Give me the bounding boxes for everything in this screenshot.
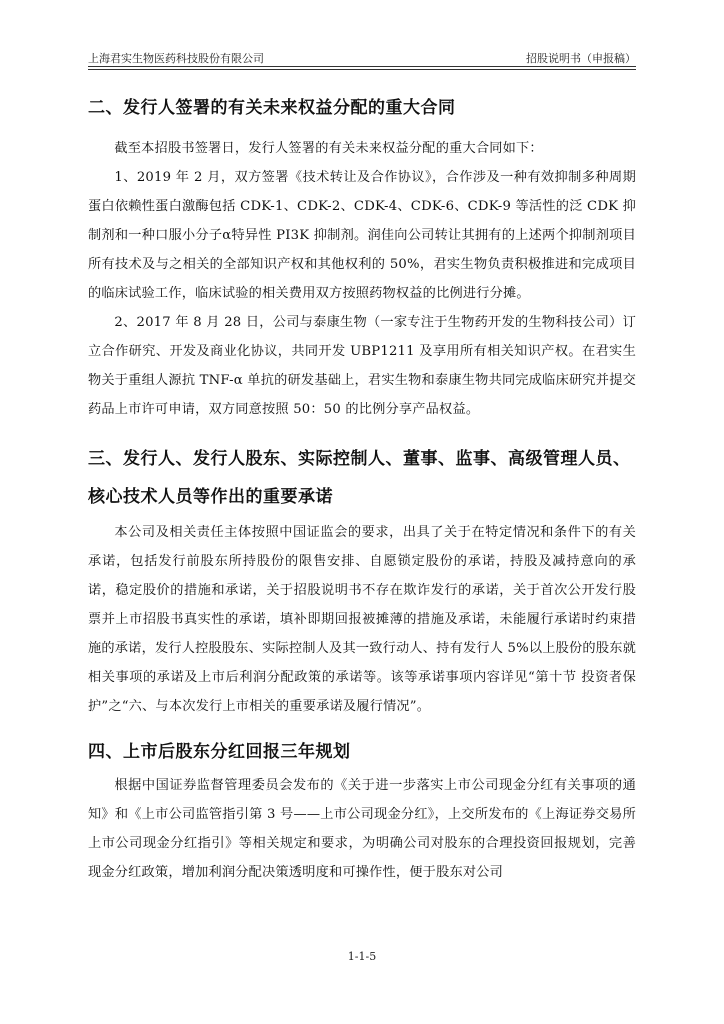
section-4-heading: 四、上市后股东分红回报三年规划 xyxy=(88,742,351,762)
section-3-body: 本公司及相关责任主体按照中国证监会的要求，出具了关于在特定情况和条件下的有关承诺，包括发行前股东所持股份的限售安排、自愿锁定股份的承诺，持股及减持意向的承诺，稳定股价的措施和承诺，关于招股说明书不存在欺诈发行的承诺，关于首次公开发行股票并上市招股书真实性的承诺，填补即期回报被摊薄的措施及承诺，未能履行承诺时约束措施的承诺，发行人控股股东、实际控制人及其一致行动人、持有发行人 5%以上股份的股东就相关事项的承诺及上市后利润分配政策的承诺等。该等承诺事项内容详见“第十节 投资者保护”之“六、与本次发行上市相关的重要承诺及履行情况”。 xyxy=(88,525,636,714)
page-number: 1-1-5 xyxy=(347,950,377,963)
header-rule-thick xyxy=(88,66,636,67)
section-2-item-1: 1、2019 年 2 月，双方签署《技术转让及合作协议》，合作涉及一种有效抑制多种周期蛋白依赖性蛋白激酶包括 CDK-1、CDK-2、CDK-4、CDK-6、CDK-9 等活性的泛 CDK 抑制剂和一种口服小分子α特异性 PI3K 抑制剂。润佳向公司转让其拥有的上述两个抑制剂项目所有技术及与之相关的全部知识产权和其他权利的 50%，君实生物负责积极推进和完成项目的临床试验工作，临床试验的相关费用双方按照药物权益的比例进行分摊。 xyxy=(88,170,636,301)
section-2-item-2: 2、2017 年 8 月 28 日，公司与泰康生物（一家专注于生物药开发的生物科技公司）订立合作研究、开发及商业化协议，共同开发 UBP1211 及享用所有相关知识产权。在君实生物关于重组人源抗 TNF-α 单抗的研发基础上，君实生物和泰康生物共同完成临床研究并提交药品上市许可申请，双方同意按照 50：50 的比例分享产品权益。 xyxy=(88,315,636,417)
document-body xyxy=(88,91,636,887)
section-3-heading: 三、发行人、发行人股东、实际控制人、董事、监事、高级管理人员、核心技术人员等作出的重要承诺 xyxy=(88,449,631,507)
section-4-body: 根据中国证券监督管理委员会发布的《关于进一步落实上市公司现金分红有关事项的通知》和《上市公司监管指引第 3 号——上市公司现金分红》，上交所发布的《上海证券交易所上市公司现金分红指引》等相关规定和要求，为明确公司对股东的合理投资回报规划，完善现金分红政策，增加利润分配决策透明度和可操作性，便于股东对公司 xyxy=(88,778,636,880)
section-2-intro: 截至本招股书签署日，发行人签署的有关未来权益分配的重大合同如下： xyxy=(114,141,543,156)
header-doc-type: 招股说明书（申报稿） xyxy=(526,52,636,65)
header-company: 上海君实生物医药科技股份有限公司 xyxy=(88,52,264,65)
header-rule-thin xyxy=(88,69,636,70)
section-2-heading: 二、发行人签署的有关未来权益分配的重大合同 xyxy=(88,98,456,118)
